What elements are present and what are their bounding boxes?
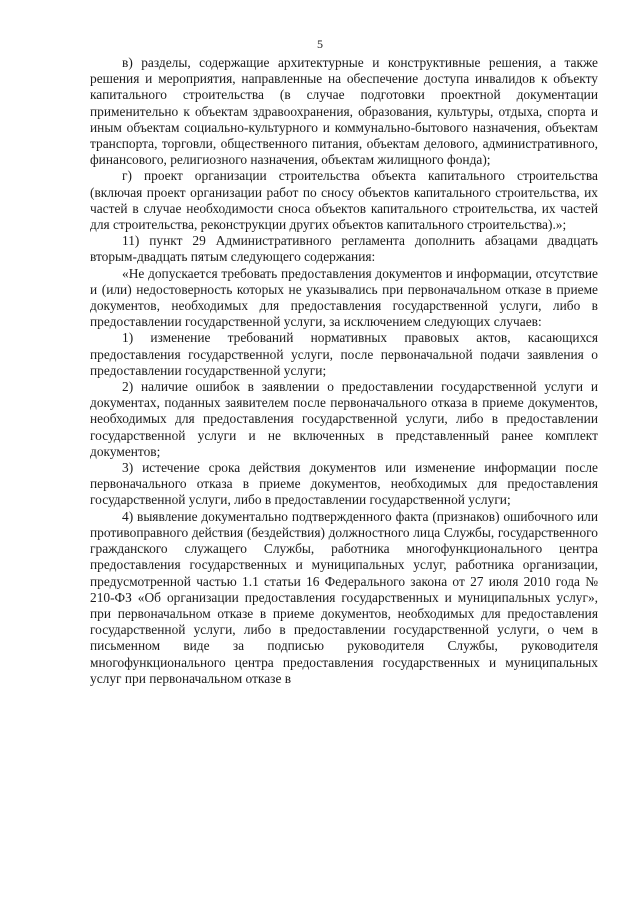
paragraph-case-4: 4) выявление документально подтвержденного факта (признаков) ошибочного или противоправного действия (бездействия) должностного лица Службы, государственного гражданского служащего Службы, работника многофункционального центра предоставления государственных и муниципальных услуг, работника организации, предусмотренной частью 1.1 статьи 16 Федерального закона от 27 июля 2010 года № 210-ФЗ «Об организации предоставления государственных и муниципальных услуг», при первоначальном отказе в приеме документов, необходимых для предоставления государственной услуги, либо в предоставлении государственной услуги, о чем в письменном виде за подписью руководителя Службы, руководителя многофункционального центра предоставления государственных и муниципальных услуг при первоначальном отказе в [90,508,598,686]
paragraph-case-2: 2) наличие ошибок в заявлении о предоставлении государственной услуги и документах, поданных заявителем после первоначального отказа в приеме документов, необходимых для предоставления государственной услуги, либо в предоставлении государственной услуги и не включенных в представленный ранее комплект документов; [90,379,598,459]
paragraph-case-3: 3) истечение срока действия документов или изменение информации после первоначального отказа в приеме документов, необходимых для предоставления государственной услуги, либо в предоставлении государственной услуги; [90,460,598,508]
paragraph-item-11: 11) пункт 29 Административного регламента дополнить абзацами двадцать вторым-двадцать пятым следующего содержания: [90,233,598,265]
paragraph-case-1: 1) изменение требований нормативных правовых актов, касающихся предоставления государственной услуги, после первоначальной подачи заявления о предоставлении государственной услуги; [90,330,598,378]
page-number: 5 [317,37,323,51]
paragraph-subitem-v: в) разделы, содержащие архитектурные и конструктивные решения, а также решения и мероприятия, направленные на обеспечение доступа инвалидов к объекту капитального строительства (в случае подготовки проектной документации применительно к объектам здравоохранения, образования, культуры, отдыха, спорта и иным объектам социально-культурного и коммунально-бытового назначения, объектам транспорта, торговли, общественного питания, объектам делового, административного, финансового, религиозного назначения, объектам жилищного фонда); [90,55,598,168]
paragraph-subitem-g: г) проект организации строительства объекта капитального строительства (включая проект организации работ по сносу объектов капитального строительства, их частей в случае необходимости сноса объектов капитального строительства, их частей для строительства, реконструкции других объектов капитального строительства).»; [90,168,598,233]
document-body [90,55,598,687]
paragraph-prohibition: «Не допускается требовать предоставления документов и информации, отсутствие и (или) недостоверность которых не указывались при первоначальном отказе в приеме документов, необходимых для предоставления государственной услуги, либо в предоставлении государственной услуги, за исключением следующих случаев: [90,265,598,330]
